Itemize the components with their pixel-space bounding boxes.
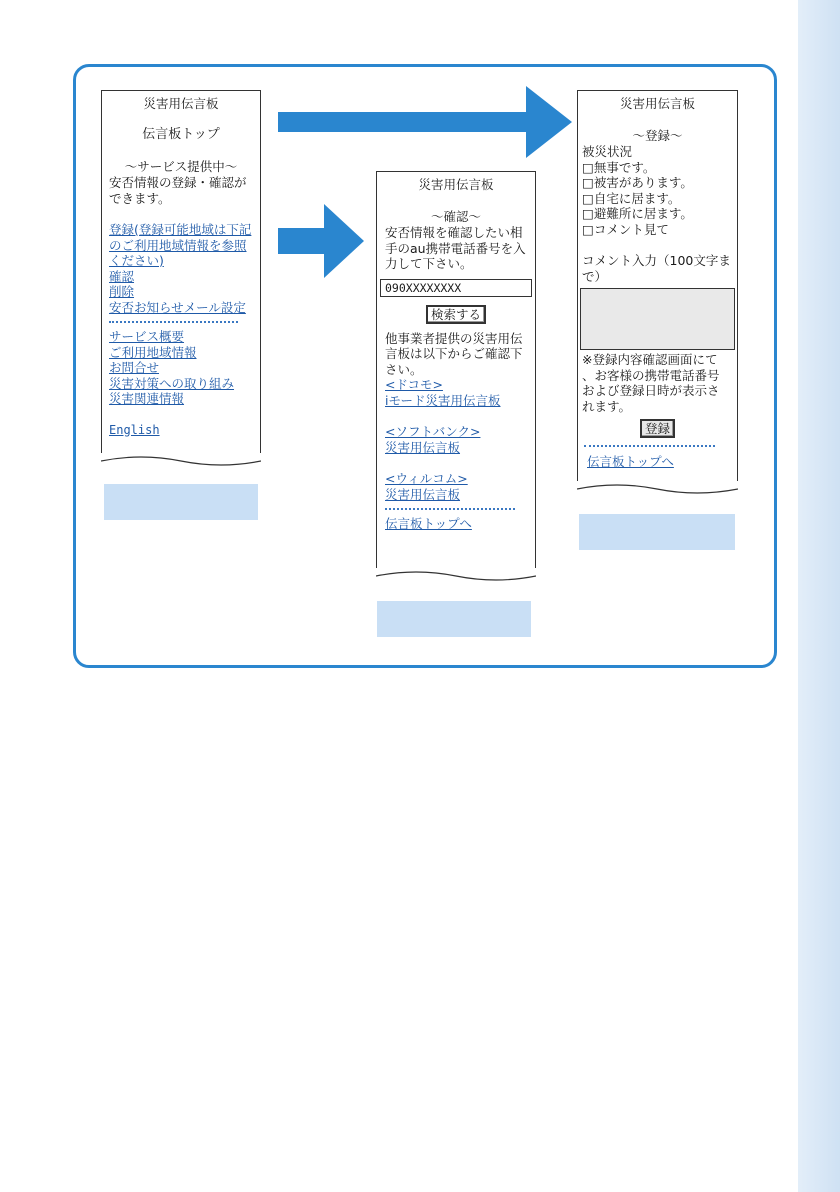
carrier-willcom-label[interactable]: <ウィルコム> bbox=[385, 471, 468, 486]
side-index-strip bbox=[798, 0, 840, 1192]
checkbox-icon[interactable]: □ bbox=[582, 206, 594, 221]
checkbox-icon[interactable]: □ bbox=[582, 190, 594, 206]
carrier-docomo-link[interactable]: iモード災害用伝言板 bbox=[385, 392, 501, 408]
checkbox-icon[interactable]: □ bbox=[582, 221, 594, 237]
disaster-info-link[interactable]: 災害関連情報 bbox=[109, 391, 185, 406]
register-link[interactable]: ください) bbox=[109, 253, 164, 268]
caption-box bbox=[579, 514, 735, 550]
english-link[interactable]: English bbox=[109, 422, 160, 437]
carrier-softbank-link[interactable]: 災害用伝言板 bbox=[385, 439, 461, 455]
register-link[interactable]: 登録(登録可能地域は下記 bbox=[109, 222, 252, 237]
screen-header: 災害用伝言板 bbox=[619, 96, 695, 111]
intro-text: できます。 bbox=[109, 190, 171, 206]
disaster-measures-link[interactable]: 災害対策への取り組み bbox=[109, 375, 235, 391]
safety-mail-settings-link[interactable]: 安否お知らせメール設定 bbox=[109, 299, 246, 315]
instruction-text: 手のau携帯電話番号を入 bbox=[385, 240, 526, 256]
service-overview-link[interactable]: サービス概要 bbox=[109, 329, 185, 344]
delete-link[interactable]: 削除 bbox=[109, 284, 135, 299]
checkbox-icon[interactable]: □ bbox=[582, 159, 594, 175]
confirm-link[interactable]: 確認 bbox=[109, 268, 135, 284]
option-see-comment[interactable]: □コメント見て bbox=[582, 221, 669, 237]
register-button[interactable]: 登録 bbox=[640, 419, 675, 438]
option-safe[interactable]: □無事です。 bbox=[582, 159, 656, 175]
option-at-home[interactable]: □自宅に居ます。 bbox=[582, 190, 681, 206]
note-text: 、お客様の携帯電話番号 bbox=[582, 367, 720, 383]
divider bbox=[584, 445, 715, 447]
option-damaged[interactable]: □被害があります。 bbox=[582, 175, 693, 190]
instruction-text: 力して下さい。 bbox=[385, 256, 473, 271]
other-carrier-text: 他事業者提供の災害用伝 bbox=[385, 330, 523, 346]
option-at-shelter[interactable]: □避難所に居ます。 bbox=[582, 206, 693, 221]
contact-link[interactable]: お問合せ bbox=[109, 360, 160, 375]
note-text: れます。 bbox=[582, 398, 632, 414]
comment-textarea[interactable] bbox=[580, 288, 735, 350]
page-title: 伝言板トップ bbox=[142, 127, 220, 142]
caption-box bbox=[377, 601, 531, 637]
arrow-right-icon bbox=[278, 86, 572, 158]
top-page-link[interactable]: 伝言板トップへ bbox=[385, 516, 472, 531]
other-carrier-text: さい。 bbox=[385, 361, 423, 377]
screen-header: 災害用伝言板 bbox=[418, 177, 494, 192]
page-subtitle: ～確認～ bbox=[430, 209, 481, 224]
top-page-link[interactable]: 伝言板トップへ bbox=[587, 454, 674, 469]
divider bbox=[109, 321, 238, 323]
other-carrier-text: 言板は以下からご確認下 bbox=[385, 346, 523, 361]
note-text: ※登録内容確認画面にて bbox=[582, 352, 718, 367]
intro-text: 安否情報の登録・確認が bbox=[109, 175, 247, 190]
area-info-link[interactable]: ご利用地域情報 bbox=[109, 344, 197, 360]
comment-label: コメント入力（100文字ま bbox=[582, 253, 731, 268]
carrier-docomo-label[interactable]: <ドコモ> bbox=[385, 377, 443, 392]
screen-register bbox=[577, 90, 738, 485]
note-text: および登録日時が表示さ bbox=[582, 383, 720, 398]
page-subtitle: ～登録～ bbox=[632, 128, 683, 143]
arrow-right-icon bbox=[278, 204, 364, 278]
register-link[interactable]: のご利用地域情報を参照 bbox=[109, 237, 247, 253]
comment-label: で） bbox=[582, 268, 608, 284]
phone-number-input[interactable]: 090XXXXXXXX bbox=[380, 279, 532, 297]
screen-top bbox=[101, 90, 261, 457]
checkbox-icon[interactable]: □ bbox=[582, 175, 594, 190]
caption-box bbox=[104, 484, 258, 520]
carrier-willcom-link[interactable]: 災害用伝言板 bbox=[385, 486, 461, 502]
carrier-softbank-label[interactable]: <ソフトバンク> bbox=[385, 424, 481, 439]
divider bbox=[385, 508, 515, 510]
search-button[interactable]: 検索する bbox=[426, 305, 486, 324]
instruction-text: 安否情報を確認したい相 bbox=[385, 225, 523, 240]
screen-header: 災害用伝言板 bbox=[143, 96, 219, 111]
damage-status-label: 被災状況 bbox=[582, 144, 633, 159]
service-status: ～サービス提供中～ bbox=[124, 159, 238, 174]
screen-confirm bbox=[376, 171, 536, 572]
